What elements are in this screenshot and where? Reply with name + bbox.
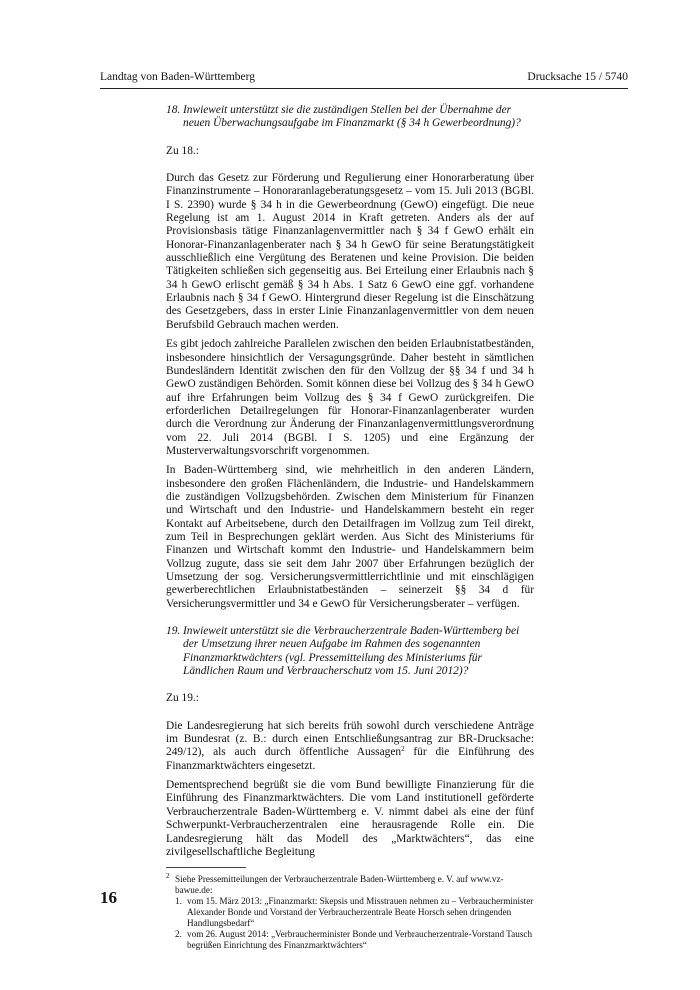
footnote-reference: 2 [401,745,405,754]
footnote-intro: Siehe Pressemitteilungen der Verbraucherzentrale Baden-Württemberg e. V. auf www.vz-bawue.de: [175,874,504,896]
question-19 [166,625,534,678]
answer-19-label: Zu 19.: [166,692,199,705]
footnote-item: 1. vom 15. März 2013: „Finanzmarkt: Skepsis und Misstrauen nehmen zu – Verbraucherminister Alexander Bonde und Vorstand der Verbraucherzentrale Beate Horsch sehen dringenden Handlungsbedarf“ [175,896,534,929]
running-header [100,71,628,87]
page-body [166,104,534,951]
question-number: 18. [166,104,181,116]
answer-19-paragraph-1: Die Landesregierung hat sich bereits früh sowohl durch verschiedene Anträge im Bundesrat (z. B.: durch einen Entschließungsantrag zur BR-Drucksache: 249/12), als auch durch öffentliche Aussagen$^2$ für die Einführung des Finanzmarktwächters eingesetzt. [166,719,534,772]
footnote-item: 2. vom 26. August 2014: „Verbraucherminister Bonde und Verbraucherzentrale-Vorstand Tausch begrüßen Einrichtung des Finanzmarktwächters“ [175,929,533,951]
answer-18-label: Zu 18.: [166,144,199,157]
question-text: Inwieweit unterstützt sie die zuständigen Stellen bei der Übernahme der neuen Überwachungsaufgabe im Finanzmarkt (§ 34 h Gewerbeordnung)? [183,104,521,130]
question-text: Inwieweit unterstützt sie die Verbraucherzentrale Baden-Württemberg bei der Umsetzung ihrer neuen Aufgabe im Rahmen des sogenannten Finanzmarktwächters (vgl. Pressemitteilung des Ministeriums für Ländlichen Raum und Verbraucherschutz vom 15. Juni 2012)? [183,625,520,678]
answer-19-paragraph-2: Dementsprechend begrüßt sie die vom Bund bewilligte Finanzierung für die Einführung des Finanzmarktwächters. Die vom Land institutionell geförderte Verbraucherzentrale Baden-Württemberg e. V. nimmt dabei als eine der fünf Schwerpunkt-Verbraucherzentralen eine herausragende Rolle ein. Die Landesregierung hält das Modell des „Marktwächters“, das eine zivilgesellschaftliche Begleitung [166,779,534,858]
answer-18-paragraph-2: Es gibt jedoch zahlreiche Parallelen zwischen den beiden Erlaubnistatbeständen, insbesondere hinsichtlich der Versagungsgründe. Daher besteht in sämtlichen Bundesländern Identität zwischen den für den Vollzug der §§ 34 f und 34 h GewO zuständigen Behörden. Somit können diese bei Vollzug des § 34 h GewO auf ihre Erfahrungen beim Vollzug des § 34 f GewO zurückgreifen. Die erforderlichen Detailregelungen für Honorar-Finanzanlagenberater wurden durch die Verordnung zur Änderung der Finanzanlagenvermittlungsverordnung vom 22. Juli 2014 (BGBl. I S. 1205) und eine Ergänzung der Musterverwaltungsvorschrift vorgenommen. [166,338,534,457]
header-parliament-name: Landtag von Baden-Württemberg [100,71,255,83]
question-number: 19. [166,625,181,638]
answer-18-paragraph-3: In Baden-Württemberg sind, wie mehrheitlich in den anderen Ländern, insbesondere den großen Flächenländern, die Industrie- und Handelskammern die zuständigen Vollzugsbehörden. Zwischen dem Ministerium für Finanzen und Wirtschaft und den Industrie- und Handelskammern besteht ein reger Kontakt auf Arbeitsebene, durch den Detailfragen im Vollzug zum Teil direkt, zum Teil in Besprechungen geklärt werden. Aus Sicht des Ministeriums für Finanzen und Wirtschaft kommt den Industrie- und Handelskammern beim Vollzug zugute, dass sie seit dem Jahr 2007 über Erfahrungen bezüglich der Umsetzung der sog. Versicherungsvermittlerrichtlinie und mit einschlägigen gewerberechtlichen Erlaubnistatbeständen – seinerzeit §§ 34 d für Versicherungsvermittler und 34 e GewO für Versicherungsberater – verfügen. [166,464,534,610]
header-document-number: Drucksache 15 / 5740 [527,71,628,83]
footnote-mark: 2 [166,872,170,881]
question-18 [166,104,534,131]
page-number: 16 [100,888,117,907]
footnote-divider [166,867,246,868]
answer-18-paragraph-1: Durch das Gesetz zur Förderung und Regulierung einer Honorarberatung über Finanzinstrumente – Honoraranlageberatungsgesetz – vom 15. Juli 2013 (BGBl. I S. 2390) wurde § 34 h in die Gewerbeordnung (GewO) eingefügt. Die neue Regelung ist am 1. August 2014 in Kraft getreten. Anders als der auf Provisionsbasis tätige Finanzanlagenvermittler nach § 34 f GewO erhält ein Honorar-Finanzanlagenberater nach § 34 h GewO für seine Beratungstätigkeit ausschließlich eine Vergütung des Beratenen und keine Provision. Die beiden Tätigkeiten schließen sich gegenseitig aus. Bei Erteilung einer Erlaubnis nach § 34 h GewO erlischt gemäß § 34 h Abs. 1 Satz 6 GewO eine ggf. vorhandene Erlaubnis nach § 34 f GewO. Hintergrund dieser Regelung ist die Einschätzung des Gesetzgebers, dass in erster Linie Finanzanlagenvermittler von dem neuen Berufsbild Gebrauch machen werden. [166,172,534,331]
footnote [166,874,534,951]
header-divider [100,88,628,89]
